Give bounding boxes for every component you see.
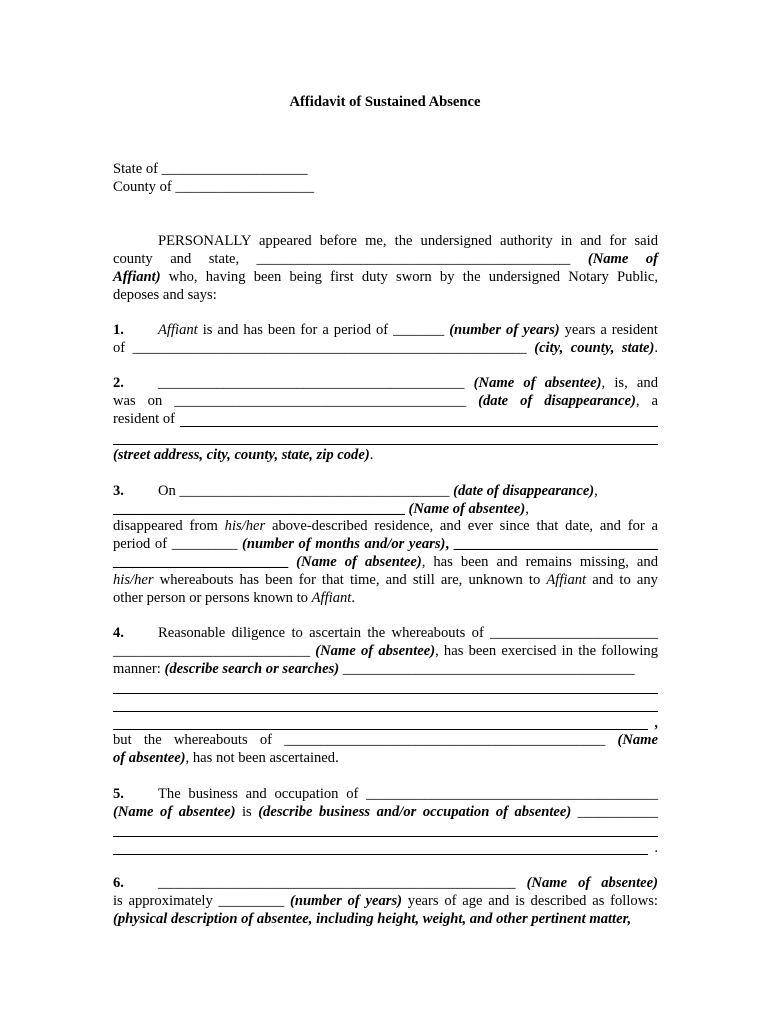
para-2-line-1: 2. __________________________________________ (Name of absentee), is, and [113, 375, 658, 391]
residence-blank-line [180, 426, 658, 427]
para-4-line-3: manner: (describe search or searches) ________________________________________ [113, 661, 635, 677]
para-3-line-1: 3. On _____________________________________ (date of disappearance), [113, 483, 598, 499]
intro-line-1: PERSONALLY appeared before me, the undersigned authority in and for said [158, 233, 658, 249]
para-6-line-2: is approximately _________ (number of years) years of age and is described as follows: [113, 893, 658, 909]
document-title: Affidavit of Sustained Absence [289, 94, 481, 110]
intro-line-2: county and state, ___________________________________________ (Name of [113, 251, 658, 267]
occupation-blank-line-1 [113, 836, 658, 837]
intro-line-3: Affiant) who, having been being first duty sworn by the undersigned Notary Public, [113, 269, 658, 285]
para-4-line-1: 4. Reasonable diligence to ascertain the whereabouts of _______________________ [113, 625, 658, 641]
intro-line-4: deposes and says: [113, 287, 217, 303]
para-1-line-1: 1. Affiant is and has been for a period of _______ (number of years) years a resident [113, 322, 658, 338]
para-5-line-2: (Name of absentee) is (describe business and/or occupation of absentee) ___________ [113, 804, 659, 820]
para-3-line-5: ________________________ (Name of absentee), has been and remains missing, and [113, 554, 658, 570]
para-5-line-1: 5. The business and occupation of ________________________________________ [113, 786, 658, 802]
para-4-line-2: ___________________________ (Name of absentee), has been exercised in the following [113, 643, 659, 659]
para-2-line-3: resident of [113, 411, 176, 427]
para-4-line-8: of absentee), has not been ascertained. [113, 750, 339, 766]
search-blank-line-1 [113, 693, 658, 694]
para-1-line-2: of ______________________________________________________ (city, county, state). [113, 340, 658, 356]
para-3-line-3: disappeared from his/her above-described residence, and ever since that date, and for a [113, 518, 658, 534]
occupation-line-period: . [654, 840, 658, 856]
state-line: State of ____________________ [113, 161, 308, 177]
para-6-line-1: 6. _________________________________________________ (Name of absentee) [113, 875, 658, 891]
para-6-line-3: (physical description of absentee, including height, weight, and other pertinent matter, [113, 911, 632, 927]
para-3-line-6: his/her whereabouts has been for that time, and still are, unknown to Affiant and to any [113, 572, 658, 588]
para-4-line-7: but the whereabouts of ____________________________________________ (Name [113, 732, 658, 748]
para-3-line-2: ________________________________________ (Name of absentee), [113, 501, 529, 517]
address-blank-line [113, 444, 658, 445]
para-3-line-7: other person or persons known to Affiant. [113, 590, 355, 606]
para-2-line-5: (street address, city, county, state, zip code). [113, 447, 374, 463]
search-blank-line-2 [113, 711, 658, 712]
county-line: County of ___________________ [113, 179, 315, 195]
search-line-3-comma: , [654, 715, 658, 731]
para-3-line-4: period of _________ (number of months and/or years), ____________________________ [113, 536, 658, 552]
para-2-line-2: was on ________________________________________ (date of disappearance), a [113, 393, 658, 409]
